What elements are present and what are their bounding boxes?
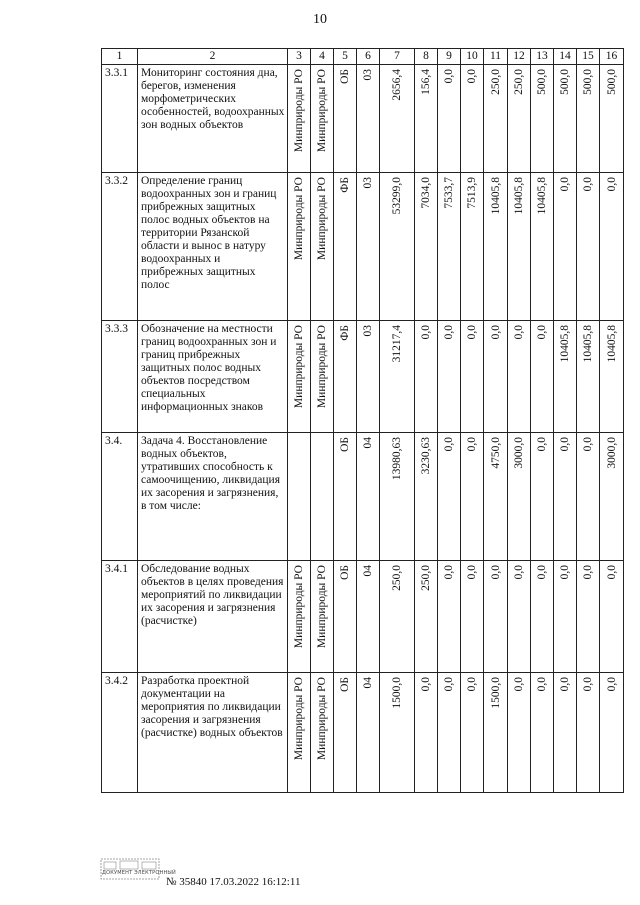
value-cell [461,173,484,321]
budget-source-cell-text: ФБ [339,325,351,341]
executor-cell-text: Минприроды РО [293,677,305,761]
value-cell [484,65,508,173]
value-cell [438,173,461,321]
value-cell-text: 10405,8 [559,325,571,363]
value-cell [438,561,461,673]
participant-cell-text: Минприроды РО [316,325,328,409]
value-cell-text: 31217,4 [391,325,403,363]
table-row [102,673,624,793]
header-cell: 12 [508,49,531,65]
kbk-cell [357,561,380,673]
value-cell-text: 3000,0 [605,437,618,469]
value-cell-text: 0,0 [605,565,618,580]
row-code: 3.4.1 [102,561,138,673]
value-cell [531,65,554,173]
value-cell-text: 500,0 [559,69,571,95]
value-cell-text: 53299,0 [391,177,403,215]
value-cell [461,65,484,173]
executor-cell-text: Минприроды РО [293,565,305,649]
table-row [102,173,624,321]
value-cell [380,173,415,321]
kbk-cell-text: 03 [362,177,374,189]
value-cell [554,173,577,321]
row-code: 3.4. [102,433,138,561]
value-cell [415,321,438,433]
budget-source-cell-text: ОБ [339,69,351,84]
value-cell [380,433,415,561]
executor-cell [288,673,311,793]
value-cell-text: 0,0 [582,177,594,192]
value-cell-text: 10405,8 [582,325,594,363]
footer [100,858,300,898]
executor-cell [288,321,311,433]
value-cell-text: 3000,0 [513,437,525,469]
value-cell [461,561,484,673]
value-cell-text: 500,0 [582,69,594,95]
value-cell [531,173,554,321]
value-cell-text: 0,0 [513,325,525,340]
budget-source-cell-text: ФБ [339,177,351,193]
value-cell [380,321,415,433]
row-name: Задача 4. Восстановление водных объектов, утративших способность к самоочищению, ликвидация их засорения и загрязнения, в том числе: [138,433,288,561]
value-cell-text: 0,0 [443,565,455,580]
value-cell [577,321,600,433]
row-name: Мониторинг состояния дна, берегов, изменения морфометрических особенностей, водоохранных зон водных объектов [138,65,288,173]
value-cell-text: 7533,7 [443,177,455,209]
value-cell [600,673,624,793]
row-code: 3.3.2 [102,173,138,321]
value-cell-text: 0,0 [605,677,618,692]
value-cell [438,65,461,173]
value-cell [438,321,461,433]
value-cell-text: 0,0 [466,69,478,84]
value-cell [508,321,531,433]
value-cell-text: 0,0 [466,677,478,692]
value-cell [554,321,577,433]
kbk-cell-text: 03 [362,325,374,337]
table-row [102,561,624,673]
value-cell-text: 10405,8 [605,325,618,363]
budget-source-cell [334,561,357,673]
value-cell [600,65,624,173]
kbk-cell [357,65,380,173]
value-cell-text: 1500,0 [391,677,403,709]
value-cell-text: 0,0 [582,677,594,692]
participant-cell [311,321,334,433]
participant-cell [311,433,334,561]
table-row [102,65,624,173]
executor-cell [288,65,311,173]
value-cell [600,173,624,321]
header-cell: 6 [357,49,380,65]
value-cell [415,173,438,321]
kbk-cell-text: 04 [362,677,374,689]
header-cell: 10 [461,49,484,65]
value-cell [508,673,531,793]
value-cell-text: 250,0 [420,565,432,591]
participant-cell-text: Минприроды РО [316,177,328,261]
value-cell-text: 0,0 [443,69,455,84]
value-cell-text: 4750,0 [489,437,502,469]
participant-cell-text: Минприроды РО [316,677,328,761]
header-cell: 8 [415,49,438,65]
row-name: Обследование водных объектов в целях проведения мероприятий по ликвидации их засорения и загрязнения (расчистке) [138,561,288,673]
budget-source-cell-text: ОБ [339,677,351,692]
value-cell-text: 0,0 [443,325,455,340]
value-cell [577,65,600,173]
value-cell-text: 0,0 [559,437,571,452]
executor-cell-text: Минприроды РО [293,177,305,261]
executor-cell-text: Минприроды РО [293,69,305,153]
budget-source-cell-text: ОБ [339,565,351,580]
value-cell [380,673,415,793]
value-cell-text: 0,0 [536,325,548,340]
value-cell [415,433,438,561]
page-number: 10 [313,12,327,27]
value-cell [508,561,531,673]
header-cell: 11 [484,49,508,65]
value-cell [577,561,600,673]
value-cell-text: 7513,9 [466,177,478,209]
executor-cell-text: Минприроды РО [293,325,305,409]
row-code: 3.3.1 [102,65,138,173]
value-cell-text: 0,0 [536,565,548,580]
value-cell [415,65,438,173]
value-cell [554,65,577,173]
registration-stamp-icon [100,858,160,880]
value-cell [577,433,600,561]
kbk-cell [357,433,380,561]
value-cell-text: 0,0 [582,437,594,452]
kbk-cell-text: 04 [362,565,374,577]
stamp-text: ДОКУМЕНТ ЭЛЕКТРОННЫЙ [102,870,176,876]
participant-cell [311,561,334,673]
executor-cell [288,561,311,673]
header-cell: 14 [554,49,577,65]
value-cell-text: 10405,8 [489,177,502,215]
header-cell: 13 [531,49,554,65]
value-cell [438,673,461,793]
header-cell: 2 [138,49,288,65]
value-cell-text: 250,0 [391,565,403,591]
value-cell [461,433,484,561]
value-cell-text: 0,0 [513,677,525,692]
value-cell-text: 13980,63 [391,437,403,481]
value-cell [531,433,554,561]
value-cell [438,433,461,561]
value-cell [531,561,554,673]
participant-cell [311,65,334,173]
value-cell [415,673,438,793]
table-row [102,321,624,433]
header-cell: 7 [380,49,415,65]
value-cell-text: 10405,8 [513,177,525,215]
kbk-cell-text: 04 [362,437,374,449]
budget-source-cell [334,673,357,793]
value-cell-text: 3230,63 [420,437,432,475]
row-name: Обозначение на местности границ водоохранных зон и границ прибрежных защитных полос водных объектов посредством специальных информационных знаков [138,321,288,433]
header-cell: 3 [288,49,311,65]
value-cell [508,65,531,173]
value-cell-text: 0,0 [559,677,571,692]
value-cell-text: 1500,0 [489,677,502,709]
row-name: Определение границ водоохранных зон и границ прибрежных защитных полос водных объектов на территории Рязанской области и вынос в натуру водоохранных и прибрежных защитных полос [138,173,288,321]
budget-source-cell [334,173,357,321]
row-code: 3.4.2 [102,673,138,793]
budget-source-cell [334,321,357,433]
value-cell-text: 0,0 [489,565,502,580]
kbk-cell [357,321,380,433]
value-cell [484,561,508,673]
budget-source-cell [334,433,357,561]
value-cell-text: 0,0 [443,677,455,692]
value-cell [508,173,531,321]
header-cell: 15 [577,49,600,65]
value-cell-text: 2656,4 [391,69,403,101]
budget-source-cell [334,65,357,173]
value-cell-text: 0,0 [466,565,478,580]
table-row [102,433,624,561]
value-cell [415,561,438,673]
executor-cell [288,433,311,561]
participant-cell-text: Минприроды РО [316,69,328,153]
value-cell-text: 0,0 [559,177,571,192]
executor-cell [288,173,311,321]
row-name: Разработка проектной документации на мероприятия по ликвидации засорения и загрязнения (расчистке) водных объектов [138,673,288,793]
value-cell [531,321,554,433]
value-cell [577,173,600,321]
value-cell-text: 500,0 [605,69,618,95]
value-cell-text: 250,0 [513,69,525,95]
value-cell [600,561,624,673]
value-cell-text: 10405,8 [536,177,548,215]
value-cell-text: 0,0 [605,177,618,192]
value-cell [484,433,508,561]
value-cell [484,173,508,321]
value-cell [600,321,624,433]
value-cell [508,433,531,561]
value-cell [554,433,577,561]
kbk-cell [357,673,380,793]
header-cell: 16 [600,49,624,65]
header-cell: 9 [438,49,461,65]
row-code: 3.3.3 [102,321,138,433]
value-cell-text: 0,0 [420,325,432,340]
value-cell-text: 0,0 [443,437,455,452]
value-cell-text: 156,4 [420,69,432,95]
value-cell [531,673,554,793]
value-cell [461,673,484,793]
program-table [101,48,624,793]
kbk-cell [357,173,380,321]
value-cell [484,321,508,433]
value-cell [380,561,415,673]
value-cell [461,321,484,433]
value-cell [484,673,508,793]
value-cell-text: 500,0 [536,69,548,95]
value-cell [554,561,577,673]
participant-cell [311,173,334,321]
value-cell [600,433,624,561]
kbk-cell-text: 03 [362,69,374,81]
value-cell-text: 0,0 [513,565,525,580]
value-cell-text: 250,0 [489,69,502,95]
value-cell-text: 0,0 [536,677,548,692]
value-cell [380,65,415,173]
participant-cell-text: Минприроды РО [316,565,328,649]
table-header-row [102,49,624,65]
value-cell-text: 0,0 [489,325,502,340]
value-cell-text: 0,0 [466,437,478,452]
header-cell: 5 [334,49,357,65]
value-cell [577,673,600,793]
value-cell-text: 0,0 [559,565,571,580]
value-cell-text: 0,0 [420,677,432,692]
budget-source-cell-text: ОБ [339,437,351,452]
value-cell [554,673,577,793]
participant-cell [311,673,334,793]
value-cell-text: 0,0 [536,437,548,452]
registration-number: № 35840 17.03.2022 16:12:11 [166,876,301,888]
value-cell-text: 0,0 [582,565,594,580]
header-cell: 1 [102,49,138,65]
value-cell-text: 7034,0 [420,177,432,209]
header-cell: 4 [311,49,334,65]
value-cell-text: 0,0 [466,325,478,340]
